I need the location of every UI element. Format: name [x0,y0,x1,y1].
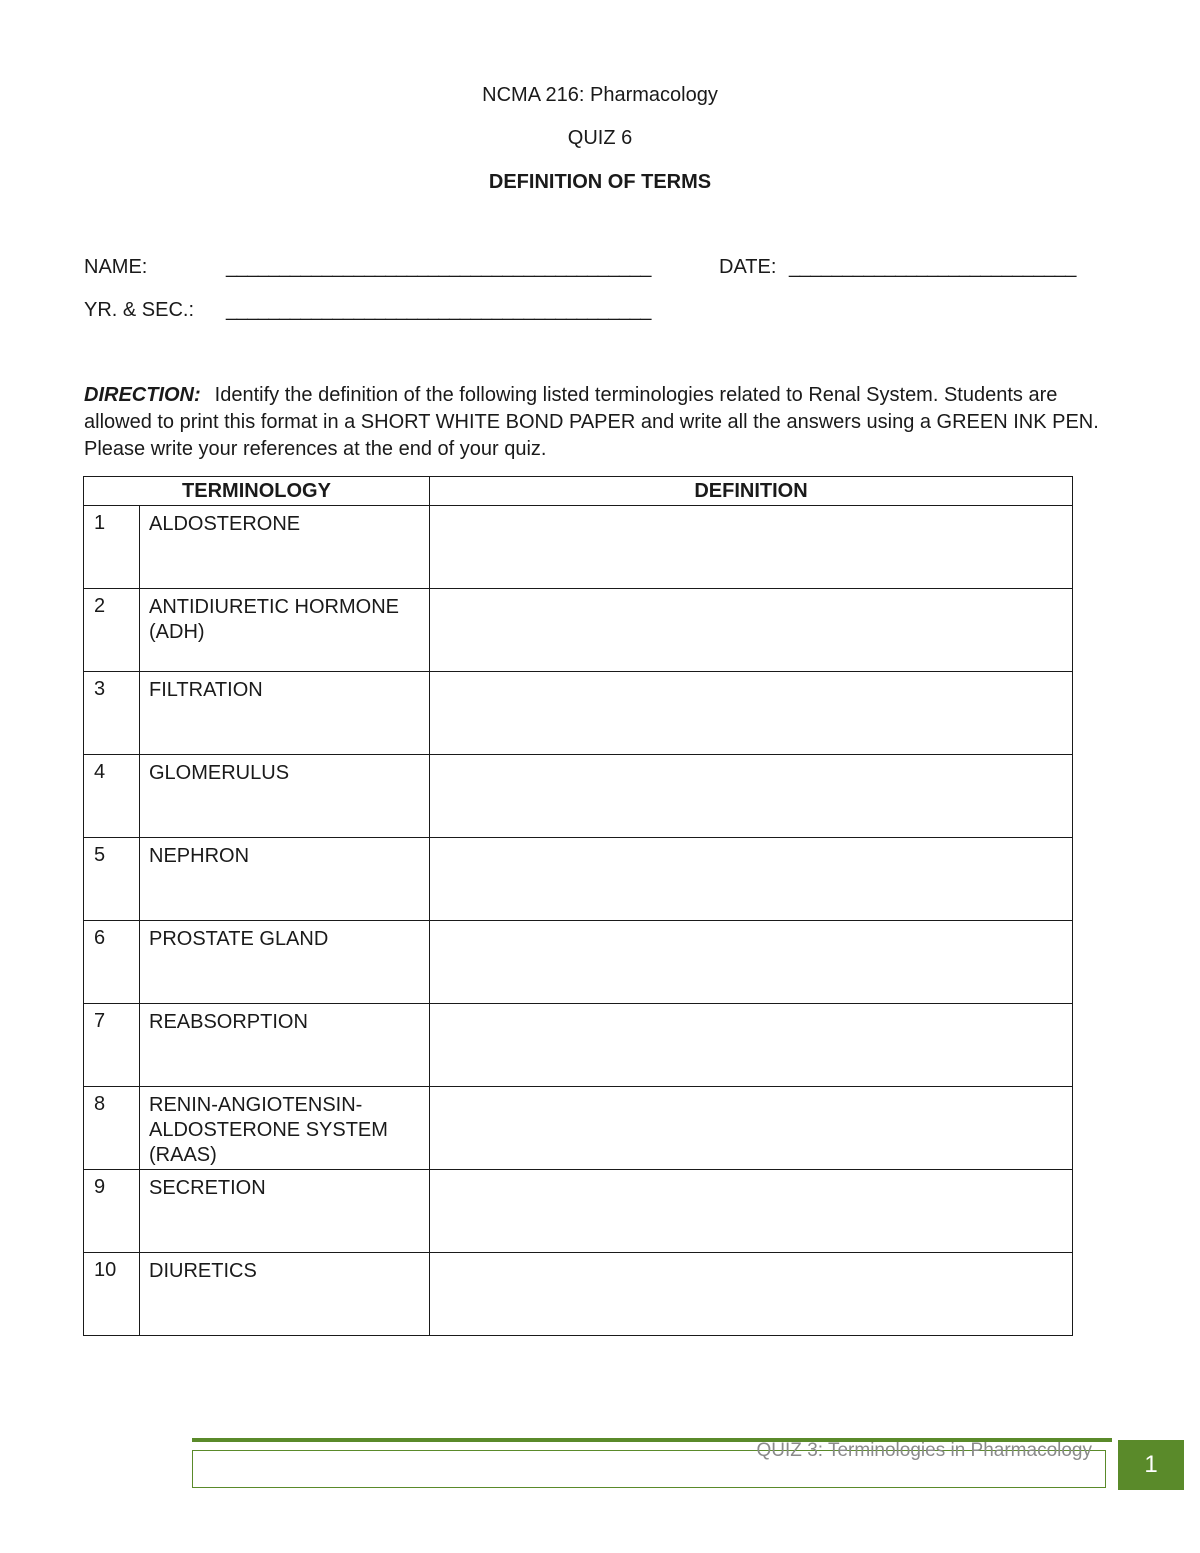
term-cell: GLOMERULUS [140,755,430,838]
table-row [84,755,1073,838]
footer-text: QUIZ 3: Terminologies in Pharmacology [756,1440,1092,1461]
row-number: 3 [84,672,140,755]
row-number: 5 [84,838,140,921]
row-number: 8 [84,1087,140,1170]
definition-cell[interactable] [430,1004,1073,1087]
direction-label: DIRECTION: [84,384,201,406]
definition-cell[interactable] [430,838,1073,921]
year-section-blank-line: ________________________________________ [226,299,651,321]
definition-header: DEFINITION [430,477,1073,506]
name-label: NAME: [84,256,148,278]
definition-cell[interactable] [430,1170,1073,1253]
term-cell: PROSTATE GLAND [140,921,430,1004]
page-number: 1 [1118,1440,1184,1490]
course-title: NCMA 216: Pharmacology [482,84,718,106]
term-cell: SECRETION [140,1170,430,1253]
quiz-label: QUIZ 6 [567,127,633,149]
row-number: 7 [84,1004,140,1087]
terminology-header: TERMINOLOGY [84,477,430,506]
date-blank-line: ___________________________ [789,256,1076,278]
row-number: 2 [84,589,140,672]
term-cell: ANTIDIURETIC HORMONE (ADH) [140,589,430,672]
definition-cell[interactable] [430,1253,1073,1336]
table-row [84,672,1073,755]
table-row [84,1004,1073,1087]
direction-text: Identify the definition of the following listed terminologies related to Renal System. Students are allowed to print this format in a SHORT WHITE BOND PAPER and write all the answers using a GREEN INK PEN. Please write your references at the end of your quiz. [84,384,1099,460]
definition-cell[interactable] [430,506,1073,589]
term-cell: REABSORPTION [140,1004,430,1087]
definition-cell[interactable] [430,1087,1073,1170]
row-number: 9 [84,1170,140,1253]
table-row [84,1253,1073,1336]
page-title: DEFINITION OF TERMS [488,171,712,193]
row-number: 1 [84,506,140,589]
table-row [84,589,1073,672]
direction-paragraph [84,382,1114,463]
table-row [84,1170,1073,1253]
terminology-table [83,476,1073,1336]
table-row [84,838,1073,921]
row-number: 6 [84,921,140,1004]
row-number: 4 [84,755,140,838]
table-row [84,1087,1073,1170]
name-blank-line: ________________________________________ [226,256,651,278]
year-section-label: YR. & SEC.: [84,299,195,321]
term-cell: FILTRATION [140,672,430,755]
table-row [84,506,1073,589]
term-cell: DIURETICS [140,1253,430,1336]
row-number: 10 [84,1253,140,1336]
date-label: DATE: [719,256,777,278]
term-cell: RENIN-ANGIOTENSIN-ALDOSTERONE SYSTEM (RAAS) [140,1087,430,1170]
definition-cell[interactable] [430,589,1073,672]
definition-cell[interactable] [430,921,1073,1004]
table-header-row [84,477,1073,506]
definition-cell[interactable] [430,755,1073,838]
term-cell: ALDOSTERONE [140,506,430,589]
term-cell: NEPHRON [140,838,430,921]
table-row [84,921,1073,1004]
definition-cell[interactable] [430,672,1073,755]
